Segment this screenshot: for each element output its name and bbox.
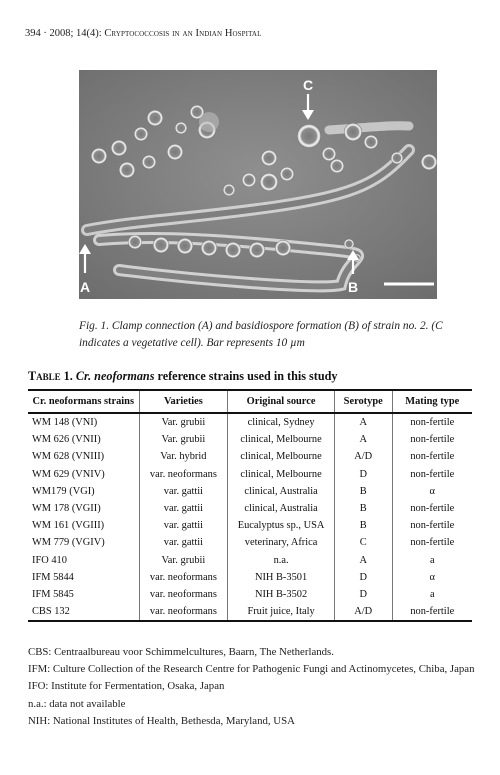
cell-mating-type: non-fertile — [392, 500, 472, 517]
footnote: IFO: Institute for Fermentation, Osaka, Japan — [28, 680, 225, 693]
footnote: n.a.: data not available — [28, 697, 126, 710]
running-title: Cryptococcosis in an Indian Hospital — [104, 28, 262, 39]
cell-variety: Var. grubii — [139, 552, 228, 569]
cell-strain: WM 148 (VNI) — [28, 413, 139, 431]
figure-caption: Fig. 1. Clamp connection (A) and basidiospore formation (B) of strain no. 2. (C indicates a vegetative cell). Bar represents 10 µm — [79, 320, 443, 349]
footnote: IFM: Culture Collection of the Research Centre for Pathogenic Fungi and Actinomycetes, Chiba, Japan — [28, 663, 475, 676]
cell-source: Eucalyptus sp., USA — [228, 517, 335, 534]
cell-variety: var. neoformans — [139, 569, 228, 586]
cell-mating-type: α — [392, 483, 472, 500]
cell-mating-type: non-fertile — [392, 517, 472, 534]
label-a: A — [79, 279, 91, 295]
table-label: Table 1. — [28, 369, 73, 383]
col-header-strain: Cr. neoformans strains — [28, 390, 139, 413]
table-title-species: Cr. neoformans — [75, 369, 155, 383]
footnote: NIH: National Institutes of Health, Bethesda, Maryland, USA — [28, 714, 295, 727]
table-row — [28, 569, 472, 586]
table-row — [28, 500, 472, 517]
table-header-row — [28, 390, 472, 413]
cell-source: clinical, Melbourne — [228, 431, 335, 448]
cell-serotype: A — [334, 431, 392, 448]
micrograph-figure — [79, 70, 437, 299]
cell-mating-type: non-fertile — [392, 466, 472, 483]
table-row — [28, 586, 472, 603]
table-row — [28, 483, 472, 500]
cell-source: Fruit juice, Italy — [228, 603, 335, 621]
cell-mating-type: non-fertile — [392, 534, 472, 551]
cell-serotype: A/D — [334, 603, 392, 621]
table-row — [28, 448, 472, 465]
cell-source: NIH B-3502 — [228, 586, 335, 603]
cell-serotype: D — [334, 466, 392, 483]
cell-serotype: A — [334, 413, 392, 431]
cell-source: clinical, Melbourne — [228, 448, 335, 465]
table-title-rest: reference strains used in this study — [157, 369, 338, 383]
cell-mating-type: non-fertile — [392, 413, 472, 431]
cell-strain: WM 628 (VNIII) — [28, 448, 139, 465]
cell-serotype: A — [334, 552, 392, 569]
cell-strain: CBS 132 — [28, 603, 139, 621]
table-row — [28, 552, 472, 569]
footnote: CBS: Centraalbureau voor Schimmelcultures, Baarn, The Netherlands. — [28, 646, 334, 658]
cell-variety: Var. hybrid — [139, 448, 228, 465]
micrograph-image — [79, 70, 437, 299]
cell-mating-type: non-fertile — [392, 603, 472, 621]
cell-variety: var. gattii — [139, 534, 228, 551]
cell-source: veterinary, Africa — [228, 534, 335, 551]
cell-strain: IFM 5844 — [28, 569, 139, 586]
cell-source: clinical, Sydney — [228, 413, 335, 431]
cell-variety: var. gattii — [139, 500, 228, 517]
cell-strain: WM 629 (VNIV) — [28, 466, 139, 483]
cell-variety: var. neoformans — [139, 603, 228, 621]
cell-source: clinical, Australia — [228, 500, 335, 517]
table-row — [28, 431, 472, 448]
cell-strain: IFM 5845 — [28, 586, 139, 603]
col-header-varieties: Varieties — [139, 390, 228, 413]
cell-variety: Var. grubii — [139, 431, 228, 448]
table-title — [28, 369, 338, 384]
running-header — [25, 28, 261, 39]
cell-source: NIH B-3501 — [228, 569, 335, 586]
table-row — [28, 603, 472, 621]
cell-variety: var. neoformans — [139, 586, 228, 603]
cell-mating-type: a — [392, 552, 472, 569]
table-row — [28, 534, 472, 551]
cell-serotype: C — [334, 534, 392, 551]
label-c: C — [302, 77, 314, 93]
cell-strain: IFO 410 — [28, 552, 139, 569]
cell-serotype: B — [334, 500, 392, 517]
cell-strain: WM 161 (VGIII) — [28, 517, 139, 534]
cell-mating-type: a — [392, 586, 472, 603]
cell-strain: WM 626 (VNII) — [28, 431, 139, 448]
cell-source: clinical, Australia — [228, 483, 335, 500]
reference-strains-table — [28, 389, 472, 622]
cell-serotype: B — [334, 517, 392, 534]
cell-serotype: D — [334, 586, 392, 603]
cell-variety: var. neoformans — [139, 466, 228, 483]
cell-serotype: A/D — [334, 448, 392, 465]
cell-source: clinical, Melbourne — [228, 466, 335, 483]
table-footnotes — [28, 644, 478, 730]
cell-variety: var. gattii — [139, 517, 228, 534]
cell-mating-type: non-fertile — [392, 448, 472, 465]
cell-mating-type: non-fertile — [392, 431, 472, 448]
cell-variety: var. gattii — [139, 483, 228, 500]
cell-strain: WM 779 (VGIV) — [28, 534, 139, 551]
label-b: B — [347, 279, 359, 295]
cell-variety: Var. grubii — [139, 413, 228, 431]
col-header-serotype: Serotype — [334, 390, 392, 413]
table-body — [28, 413, 472, 621]
cell-serotype: D — [334, 569, 392, 586]
table-row — [28, 413, 472, 431]
cell-serotype: B — [334, 483, 392, 500]
cell-mating-type: α — [392, 569, 472, 586]
page-info: 394 · 2008; 14(4): — [25, 28, 105, 39]
cell-source: n.a. — [228, 552, 335, 569]
col-header-source: Original source — [228, 390, 335, 413]
cell-strain: WM 178 (VGII) — [28, 500, 139, 517]
table-row — [28, 466, 472, 483]
cell-strain: WM179 (VGI) — [28, 483, 139, 500]
col-header-mating: Mating type — [392, 390, 472, 413]
table-row — [28, 517, 472, 534]
